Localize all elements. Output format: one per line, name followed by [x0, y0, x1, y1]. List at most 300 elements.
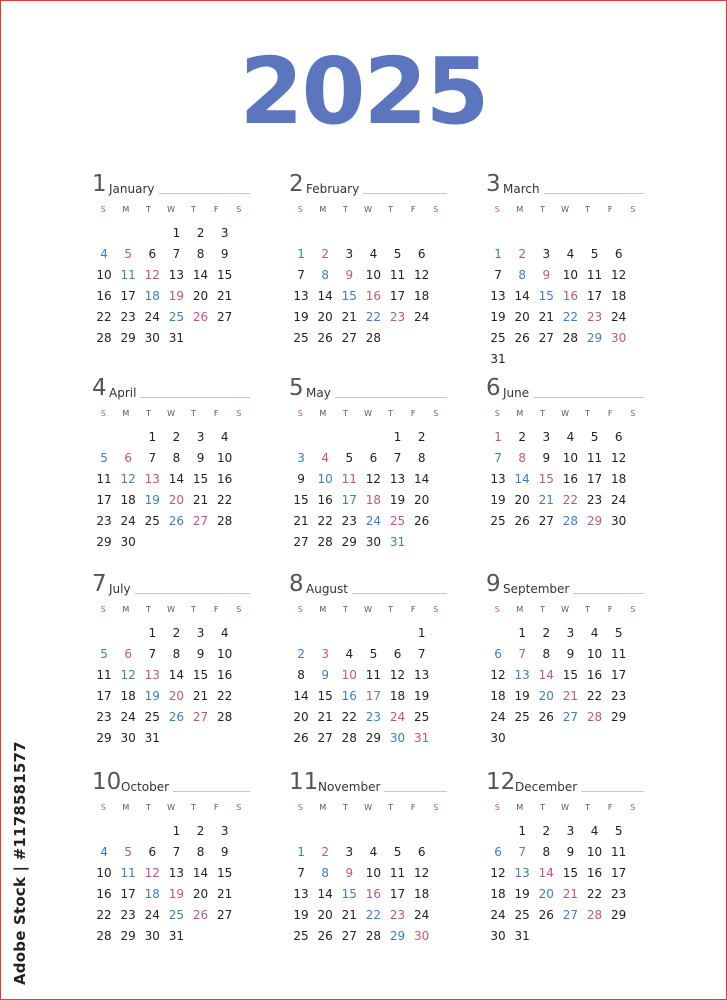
day-cell: 12: [490, 866, 506, 880]
weekday-label: T: [585, 803, 591, 812]
day-cell: 30: [490, 731, 506, 745]
day-grid: [289, 821, 447, 947]
day-cell: 1: [393, 430, 402, 444]
day-cell: 9: [220, 845, 229, 859]
month-header: [92, 372, 250, 400]
day-cell: 15: [192, 668, 209, 682]
day-cell: 8: [172, 451, 181, 465]
weekday-label: S: [100, 803, 106, 812]
day-cell: 3: [220, 824, 229, 838]
empty-day-cell: [140, 223, 164, 244]
day-cell: 9: [321, 668, 329, 682]
day-cell: 3: [542, 430, 551, 444]
day-cell: 24: [389, 710, 406, 724]
day-cell: 23: [611, 887, 627, 901]
day-cell: 30: [120, 731, 136, 745]
day-cell: 16: [317, 493, 333, 507]
day-cell: 9: [345, 268, 354, 282]
day-cell: 15: [562, 668, 579, 682]
day-cell: 13: [144, 668, 160, 682]
day-cell: 26: [293, 731, 309, 745]
day-cell: 11: [120, 866, 136, 880]
day-cell: 17: [389, 289, 406, 303]
day-cell: 11: [389, 866, 406, 880]
day-cell: 7: [494, 268, 502, 282]
weekday-label: W: [364, 605, 372, 614]
weekday-label: W: [167, 803, 175, 812]
day-cell: 30: [389, 731, 406, 745]
day-cell: 13: [514, 668, 530, 682]
day-cell: 28: [217, 514, 233, 528]
day-cell: 5: [124, 247, 132, 261]
day-cell: 15: [562, 866, 579, 880]
day-cell: 11: [586, 268, 603, 282]
day-cell: 27: [317, 731, 333, 745]
empty-day-cell: [361, 623, 385, 644]
day-cell: 22: [317, 514, 333, 528]
weekday-header: [486, 408, 644, 420]
weekday-label: T: [343, 205, 348, 214]
empty-day-cell: [337, 223, 361, 244]
day-cell: 3: [542, 247, 551, 261]
day-cell: 14: [192, 268, 209, 282]
day-cell: 1: [518, 626, 526, 640]
empty-day-cell: [607, 223, 631, 244]
day-cell: 3: [297, 451, 305, 465]
day-cell: 31: [168, 929, 185, 943]
month-header-rule: [159, 193, 250, 194]
weekday-label: S: [236, 803, 242, 812]
weekday-label: M: [516, 803, 524, 812]
day-cell: 7: [494, 451, 502, 465]
month-february: [289, 168, 447, 349]
weekday-label: T: [540, 205, 545, 214]
day-cell: 24: [490, 710, 506, 724]
day-cell: 16: [96, 289, 112, 303]
day-cell: 17: [120, 887, 136, 901]
day-cell: 18: [611, 472, 627, 486]
day-cell: 18: [365, 493, 382, 507]
day-cell: 8: [297, 668, 305, 682]
weekday-label: W: [364, 409, 372, 418]
weekday-label: S: [297, 605, 303, 614]
day-cell: 17: [389, 887, 406, 901]
day-cell: 5: [100, 451, 108, 465]
day-cell: 4: [369, 247, 378, 261]
month-september: [486, 568, 644, 749]
day-cell: 11: [120, 268, 136, 282]
day-cell: 9: [345, 866, 354, 880]
day-cell: 17: [586, 472, 603, 486]
day-cell: 7: [148, 451, 157, 465]
month-july: [92, 568, 250, 749]
day-cell: 9: [196, 451, 205, 465]
weekday-label: F: [410, 803, 416, 812]
day-cell: 1: [494, 247, 502, 261]
day-cell: 31: [414, 731, 430, 745]
day-cell: 26: [317, 331, 333, 345]
empty-day-cell: [486, 821, 510, 842]
month-june: [486, 372, 644, 532]
day-cell: 31: [514, 929, 530, 943]
day-cell: 17: [365, 689, 382, 703]
day-cell: 18: [120, 493, 136, 507]
weekday-label: W: [167, 605, 175, 614]
day-grid: [289, 223, 447, 349]
weekday-label: T: [585, 205, 591, 214]
day-cell: 22: [96, 908, 112, 922]
day-cell: 13: [414, 668, 430, 682]
day-cell: 12: [389, 668, 406, 682]
weekday-label: T: [388, 409, 394, 418]
month-header: [92, 568, 250, 596]
day-cell: 27: [562, 908, 579, 922]
empty-day-cell: [386, 223, 410, 244]
month-number: 1: [92, 171, 107, 197]
day-cell: 26: [192, 310, 209, 324]
day-cell: 31: [389, 535, 406, 549]
day-cell: 28: [562, 514, 579, 528]
empty-day-cell: [534, 223, 558, 244]
day-cell: 4: [220, 626, 229, 640]
day-cell: 16: [562, 289, 579, 303]
weekday-label: F: [213, 605, 219, 614]
empty-day-cell: [313, 623, 337, 644]
day-cell: 21: [562, 689, 579, 703]
empty-day-cell: [410, 223, 434, 244]
day-cell: 7: [417, 647, 426, 661]
day-cell: 14: [192, 866, 209, 880]
day-cell: 10: [365, 268, 382, 282]
month-header-rule: [352, 593, 447, 594]
weekday-label: T: [343, 803, 348, 812]
day-cell: 21: [192, 689, 209, 703]
weekday-label: S: [433, 605, 439, 614]
day-cell: 4: [369, 845, 378, 859]
weekday-label: F: [607, 605, 613, 614]
day-cell: 5: [100, 647, 108, 661]
empty-day-cell: [289, 623, 313, 644]
day-cell: 11: [389, 268, 406, 282]
empty-day-cell: [92, 623, 116, 644]
day-cell: 17: [586, 289, 603, 303]
day-cell: 18: [120, 689, 136, 703]
day-cell: 26: [514, 331, 530, 345]
weekday-label: S: [494, 803, 500, 812]
day-cell: 21: [217, 887, 233, 901]
day-cell: 9: [542, 268, 551, 282]
day-cell: 3: [196, 626, 205, 640]
day-cell: 26: [168, 514, 185, 528]
empty-day-cell: [116, 623, 140, 644]
empty-day-cell: [337, 427, 361, 448]
day-cell: 19: [389, 493, 406, 507]
month-december: [486, 766, 644, 947]
month-january: [92, 168, 250, 349]
weekday-label: T: [146, 803, 151, 812]
day-cell: 6: [417, 247, 426, 261]
weekday-label: T: [388, 803, 394, 812]
empty-day-cell: [116, 427, 140, 448]
day-cell: 6: [393, 647, 402, 661]
weekday-header: [486, 204, 644, 216]
day-cell: 25: [490, 514, 506, 528]
month-number: 3: [486, 171, 501, 197]
month-header-rule: [581, 791, 644, 792]
day-cell: 8: [542, 647, 551, 661]
weekday-label: M: [122, 409, 130, 418]
day-cell: 19: [144, 689, 160, 703]
day-cell: 28: [562, 331, 579, 345]
day-cell: 5: [614, 824, 623, 838]
weekday-label: S: [630, 205, 636, 214]
weekday-label: S: [433, 205, 439, 214]
weekday-label: S: [630, 803, 636, 812]
empty-day-cell: [289, 223, 313, 244]
day-cell: 3: [196, 430, 205, 444]
month-header: [486, 168, 644, 196]
weekday-label: M: [516, 409, 524, 418]
weekday-label: M: [516, 205, 524, 214]
weekday-label: T: [540, 409, 545, 418]
day-cell: 20: [538, 887, 554, 901]
day-cell: 30: [144, 331, 160, 345]
day-cell: 10: [96, 866, 112, 880]
day-cell: 24: [144, 908, 160, 922]
weekday-label: T: [388, 605, 394, 614]
empty-day-cell: [92, 821, 116, 842]
day-cell: 8: [172, 647, 181, 661]
day-cell: 7: [393, 451, 402, 465]
day-cell: 1: [518, 824, 526, 838]
day-cell: 2: [172, 626, 181, 640]
day-cell: 28: [365, 929, 382, 943]
day-cell: 10: [217, 647, 233, 661]
weekday-label: S: [100, 605, 106, 614]
day-cell: 1: [148, 626, 157, 640]
day-cell: 31: [490, 352, 506, 366]
month-name: April: [109, 386, 137, 400]
day-cell: 24: [490, 908, 506, 922]
day-cell: 7: [518, 647, 526, 661]
day-grid: [289, 427, 447, 553]
empty-day-cell: [313, 427, 337, 448]
day-cell: 6: [494, 845, 502, 859]
day-cell: 9: [542, 451, 551, 465]
day-cell: 24: [120, 710, 136, 724]
day-cell: 20: [514, 310, 530, 324]
weekday-label: S: [297, 205, 303, 214]
day-cell: 9: [566, 647, 575, 661]
day-cell: 2: [518, 430, 526, 444]
day-cell: 17: [611, 866, 627, 880]
day-cell: 1: [417, 626, 426, 640]
day-cell: 15: [538, 472, 554, 486]
month-number: 4: [92, 375, 107, 401]
month-header: [486, 568, 644, 596]
day-cell: 17: [96, 493, 112, 507]
day-cell: 17: [611, 668, 627, 682]
month-header: [486, 372, 644, 400]
day-cell: 28: [96, 331, 112, 345]
day-cell: 25: [414, 710, 430, 724]
day-cell: 31: [168, 331, 185, 345]
weekday-label: S: [494, 205, 500, 214]
day-cell: 16: [586, 866, 603, 880]
day-cell: 17: [120, 289, 136, 303]
empty-day-cell: [337, 623, 361, 644]
day-cell: 12: [414, 268, 430, 282]
day-cell: 22: [586, 887, 603, 901]
weekday-label: M: [122, 605, 130, 614]
weekday-label: T: [388, 205, 394, 214]
weekday-header: [486, 802, 644, 814]
day-cell: 1: [494, 430, 502, 444]
day-cell: 24: [365, 514, 382, 528]
empty-day-cell: [289, 821, 313, 842]
day-cell: 19: [490, 310, 506, 324]
day-cell: 28: [586, 908, 603, 922]
day-cell: 11: [96, 472, 112, 486]
day-cell: 15: [293, 493, 309, 507]
weekday-label: T: [343, 605, 348, 614]
month-header-rule: [533, 397, 644, 398]
day-cell: 16: [217, 472, 233, 486]
day-cell: 13: [144, 472, 160, 486]
day-cell: 2: [542, 824, 551, 838]
day-cell: 22: [586, 689, 603, 703]
day-cell: 25: [514, 710, 530, 724]
day-cell: 23: [389, 908, 406, 922]
day-cell: 4: [590, 824, 599, 838]
day-cell: 16: [217, 668, 233, 682]
month-header-rule: [140, 397, 250, 398]
weekday-label: F: [213, 803, 219, 812]
day-cell: 27: [538, 514, 554, 528]
day-cell: 29: [611, 908, 627, 922]
day-cell: 12: [144, 268, 160, 282]
day-cell: 24: [120, 514, 136, 528]
day-cell: 15: [317, 689, 333, 703]
day-cell: 20: [293, 710, 309, 724]
month-header-rule: [573, 593, 644, 594]
day-cell: 20: [168, 689, 185, 703]
day-cell: 25: [144, 514, 160, 528]
day-cell: 23: [611, 689, 627, 703]
day-cell: 31: [144, 731, 160, 745]
day-cell: 8: [518, 451, 526, 465]
empty-day-cell: [386, 623, 410, 644]
year-title: 2025: [239, 38, 488, 145]
day-cell: 10: [365, 866, 382, 880]
month-header-rule: [335, 397, 447, 398]
day-cell: 18: [611, 289, 627, 303]
empty-day-cell: [486, 623, 510, 644]
day-grid: [92, 623, 250, 749]
day-cell: 3: [321, 647, 329, 661]
month-header: [289, 568, 447, 596]
day-cell: 1: [148, 430, 157, 444]
weekday-label: W: [561, 803, 569, 812]
day-cell: 22: [217, 493, 233, 507]
day-cell: 4: [220, 430, 229, 444]
day-cell: 22: [562, 310, 579, 324]
day-cell: 20: [317, 908, 333, 922]
day-cell: 10: [562, 451, 579, 465]
weekday-label: W: [561, 409, 569, 418]
day-cell: 10: [586, 845, 603, 859]
day-grid: [486, 623, 644, 749]
weekday-label: W: [561, 605, 569, 614]
day-cell: 11: [365, 668, 382, 682]
day-cell: 6: [614, 247, 623, 261]
day-cell: 30: [365, 535, 382, 549]
day-cell: 29: [586, 514, 603, 528]
empty-day-cell: [116, 223, 140, 244]
day-cell: 4: [100, 845, 108, 859]
day-cell: 10: [317, 472, 333, 486]
day-cell: 28: [365, 331, 382, 345]
day-cell: 2: [172, 430, 181, 444]
day-cell: 29: [611, 710, 627, 724]
month-header-rule: [544, 193, 644, 194]
day-cell: 11: [611, 845, 627, 859]
day-cell: 13: [168, 866, 185, 880]
weekday-label: T: [540, 605, 545, 614]
weekday-label: F: [213, 205, 219, 214]
month-header-rule: [135, 593, 250, 594]
day-cell: 30: [414, 929, 430, 943]
day-cell: 1: [297, 247, 305, 261]
month-name: October: [121, 780, 170, 794]
day-cell: 29: [341, 535, 357, 549]
day-cell: 27: [192, 514, 209, 528]
weekday-label: M: [516, 605, 524, 614]
day-cell: 24: [611, 310, 627, 324]
day-cell: 25: [168, 908, 185, 922]
weekday-label: F: [213, 409, 219, 418]
weekday-label: F: [410, 605, 416, 614]
day-cell: 10: [341, 668, 357, 682]
day-cell: 19: [168, 887, 185, 901]
day-cell: 24: [144, 310, 160, 324]
day-cell: 14: [538, 866, 554, 880]
day-cell: 12: [414, 866, 430, 880]
day-cell: 30: [490, 929, 506, 943]
day-cell: 15: [341, 887, 357, 901]
weekday-label: W: [364, 803, 372, 812]
month-name: May: [306, 386, 331, 400]
day-cell: 25: [144, 710, 160, 724]
day-cell: 16: [365, 887, 382, 901]
empty-day-cell: [510, 223, 534, 244]
day-cell: 21: [341, 908, 357, 922]
weekday-header: [289, 604, 447, 616]
day-cell: 26: [538, 710, 554, 724]
day-cell: 19: [168, 289, 185, 303]
day-cell: 14: [317, 887, 333, 901]
day-cell: 5: [590, 247, 599, 261]
day-cell: 29: [389, 929, 406, 943]
day-cell: 3: [345, 247, 354, 261]
weekday-label: W: [364, 205, 372, 214]
day-cell: 12: [120, 472, 136, 486]
day-cell: 19: [293, 310, 309, 324]
day-cell: 1: [297, 845, 305, 859]
month-header: [92, 766, 250, 794]
weekday-label: M: [122, 803, 130, 812]
day-cell: 21: [217, 289, 233, 303]
